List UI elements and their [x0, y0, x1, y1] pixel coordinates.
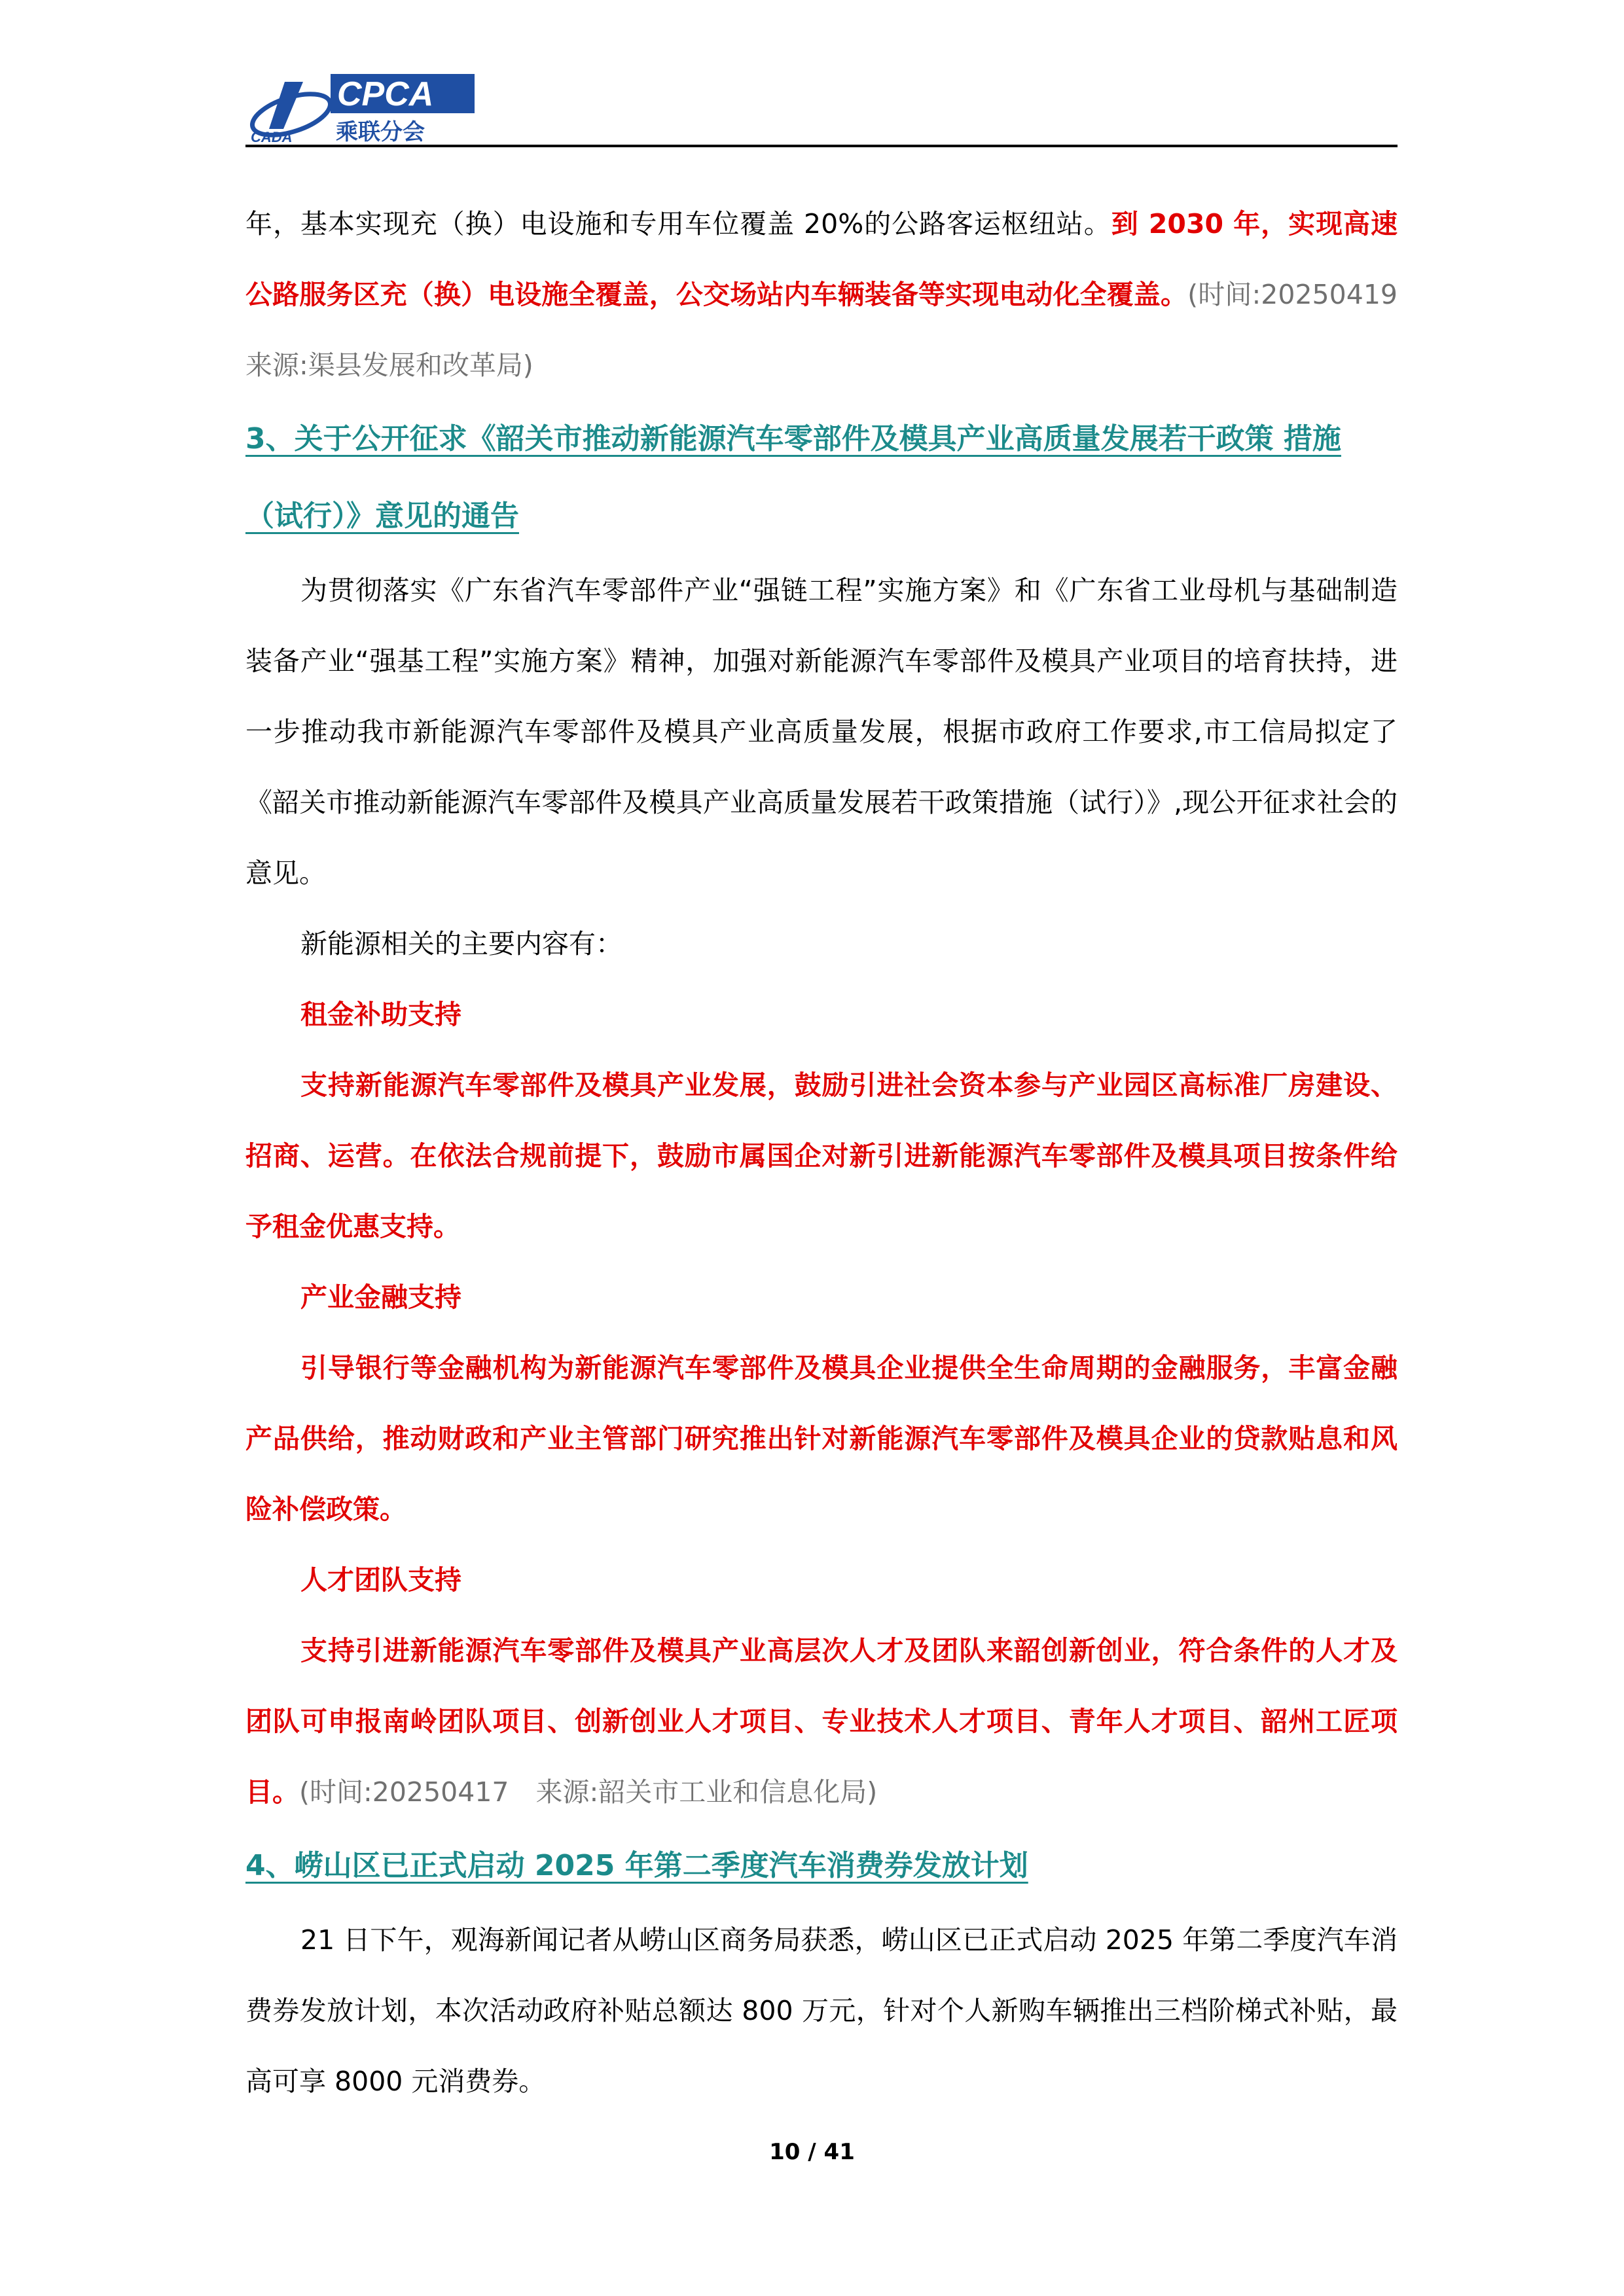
logo-text: CPCA [337, 75, 434, 113]
item-text-finance: 引导银行等金融机构为新能源汽车零部件及模具企业提供全生命周期的金融服务，丰富金融产品供给，推动财政和产业主管部门研究推出针对新能源汽车零部件及模具企业的贷款贴息和风险补偿政策。 [245, 1352, 1398, 1525]
item-text-rent: 支持新能源汽车零部件及模具产业发展，鼓励引进社会资本参与产业园区高标准厂房建设、招商、运营。在依法合规前提下，鼓励市属国企对新引进新能源汽车零部件及模具项目按条件给予租金优惠支持。 [245, 1069, 1398, 1242]
intro-highlight: 到 2030 年，实现高速公路服务区充（换）电设施全覆盖，公交场站内车辆装备等实现电动化全覆盖。 [245, 208, 1398, 310]
document-body [245, 188, 1398, 2117]
section3-para2: 新能源相关的主要内容有： [300, 928, 623, 960]
header-rule [245, 145, 1398, 147]
intro-normal: 年，基本实现充（换）电设施和专用车位覆盖 20%的公路客运枢纽站。 [245, 208, 1111, 240]
page-number: 10 / 41 [769, 2139, 855, 2165]
section3-source: (时间:20250417 来源:韶关市工业和信息化局) [299, 1776, 878, 1808]
logo-subtext: 乘联分会 [336, 119, 425, 145]
intro-paragraph [245, 188, 1398, 401]
item-text-talent: 支持引进新能源汽车零部件及模具产业高层次人才及团队来韶创新创业，符合条件的人才及团队可申报南岭团队项目、创新创业人才项目、专业技术人才项目、青年人才项目、韶州工匠项目。(时间:20250417 来源:韶关市工业和信息化局) [245, 1635, 1398, 1808]
section4-title: 4、崂山区已正式启动 2025 年第二季度汽车消费券发放计划 [245, 1849, 1028, 1882]
item-heading-rent: 租金补助支持 [300, 999, 461, 1030]
page-header [245, 69, 1398, 151]
item-heading-finance: 产业金融支持 [300, 1282, 461, 1313]
intro-source: (时间:20250419 来源:渠县发展和改革局) [245, 279, 1398, 381]
item-heading-talent: 人才团队支持 [300, 1564, 461, 1596]
logo-mark: CADA [251, 129, 293, 145]
section3-title: 3、关于公开征求《韶关市推动新能源汽车零部件及模具产业高质量发展若干政策 措施（试行）》意见的通告 [245, 422, 1341, 533]
section3-para1: 为贯彻落实《广东省汽车零部件产业“强链工程”实施方案》和《广东省工业母机与基础制造装备产业“强基工程”实施方案》精神，加强对新能源汽车零部件及模具产业项目的培育扶持，进一步推动我市新能源汽车零部件及模具产业高质量发展，根据市政府工作要求,市工信局拟定了《韶关市推动新能源汽车零部件及模具产业高质量发展若干政策措施（试行）》,现公开征求社会的意见。 [245, 575, 1398, 889]
section4-para1: 21 日下午，观海新闻记者从崂山区商务局获悉，崂山区已正式启动 2025 年第二季度汽车消费券发放计划，本次活动政府补贴总额达 800 万元，针对个人新购车辆推出三档阶梯式补贴，最高可享 8000 元消费券。 [245, 1924, 1398, 2097]
cpca-logo [245, 69, 481, 147]
